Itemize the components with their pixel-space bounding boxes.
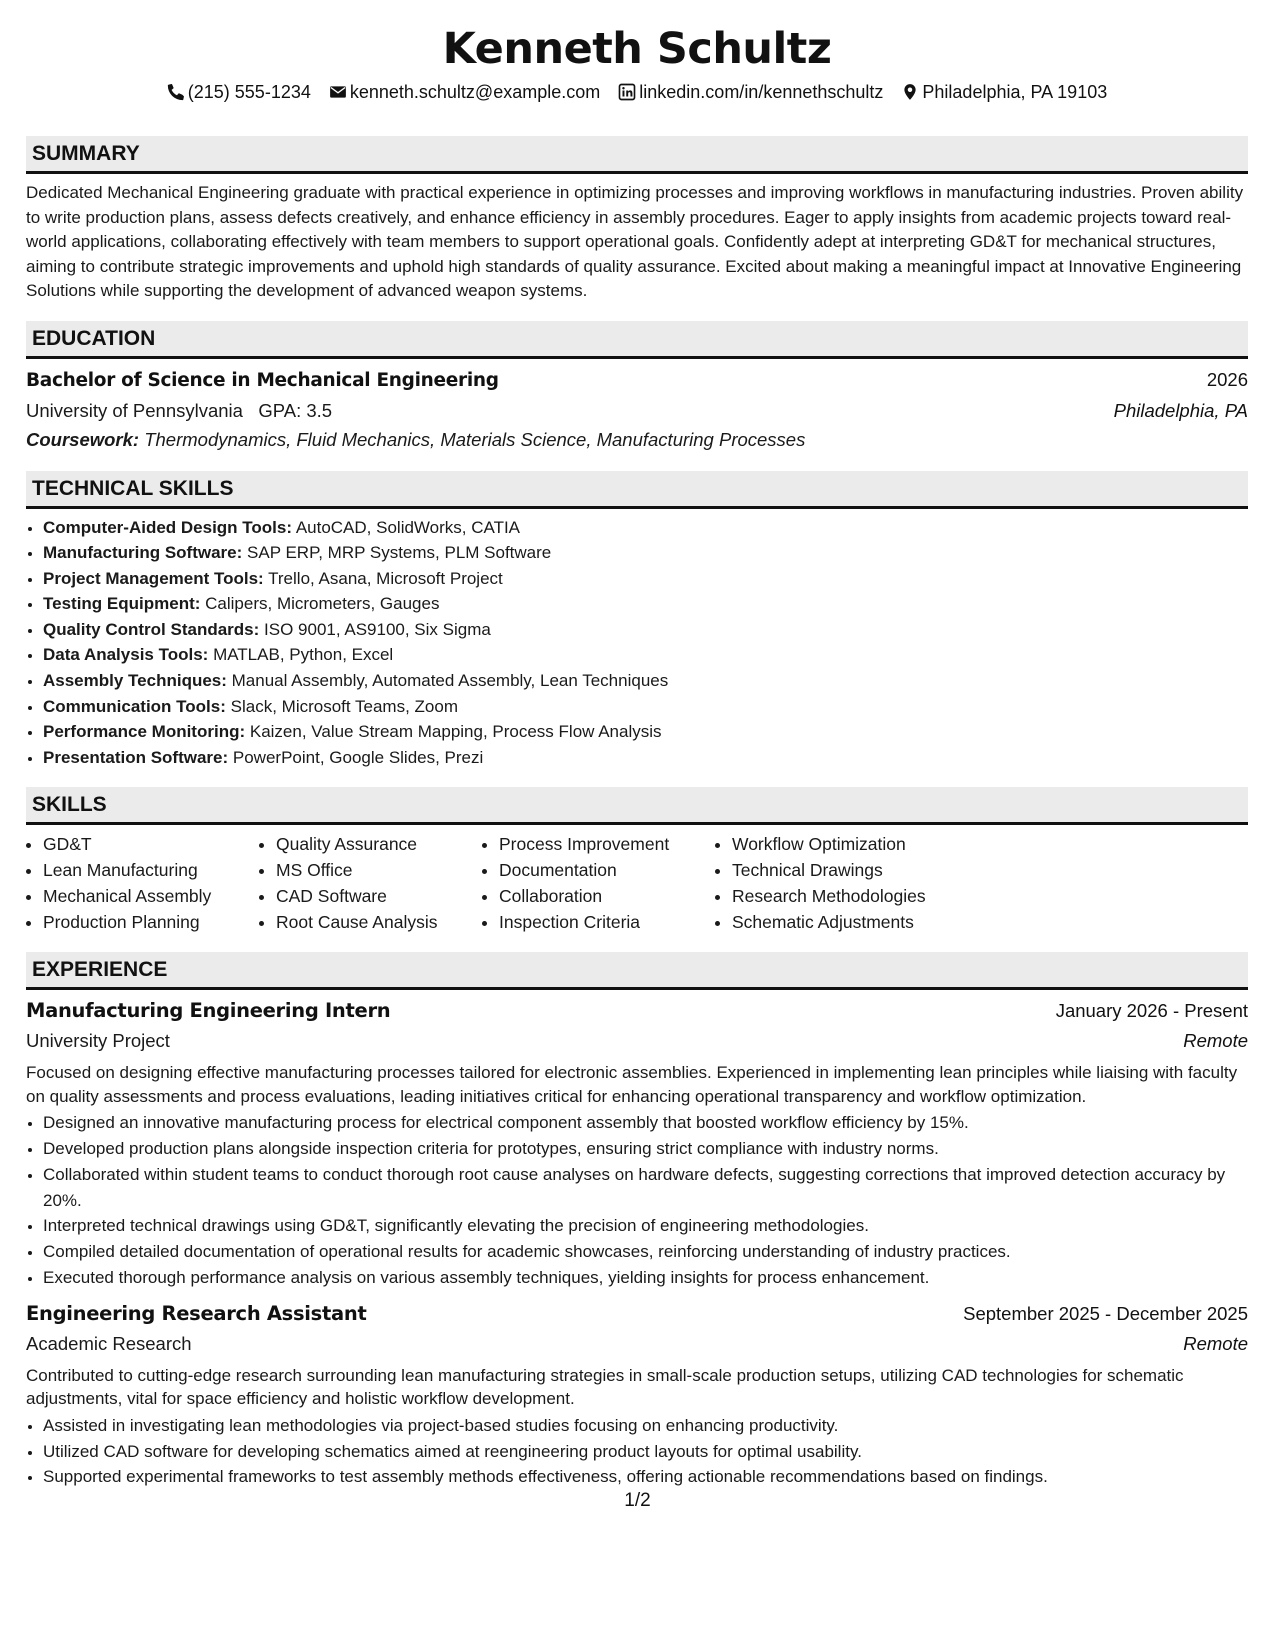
job-bullet: • Developed production plans alongside inspection criteria for prototypes, ensuring strict compliance with industry norms. (43, 1136, 1248, 1162)
job-bullet: • Supported experimental frameworks to test assembly methods effectiveness, offering actionable recommendations based on findings. (43, 1464, 1248, 1490)
technical-skill-item (43, 668, 1248, 694)
skill-item: • CAD Software (276, 884, 482, 910)
school-info (26, 396, 332, 425)
page-number: 1/2 (624, 1490, 651, 1511)
education-heading: EDUCATION (26, 321, 1248, 359)
technical-skill-value: Calipers, Micrometers, Gauges (205, 594, 440, 614)
job-bullets (26, 1413, 1248, 1490)
job-organization: University Project (26, 1030, 170, 1052)
technical-skill-label: Manufacturing Software: (43, 543, 243, 563)
experience-list (26, 996, 1248, 1490)
envelope-icon (329, 83, 347, 101)
coursework-line (26, 425, 1248, 454)
job-org-row (26, 1026, 1248, 1055)
technical-skill-item (43, 617, 1248, 643)
skill-item: • Collaboration (499, 884, 715, 910)
resume-page (26, 0, 1248, 1490)
technical-skill-value: PowerPoint, Google Slides, Prezi (232, 747, 484, 767)
job-location: Remote (1183, 1332, 1248, 1354)
skill-item: • Research Methodologies (732, 884, 972, 910)
job-description: Contributed to cutting-edge research surrounding lean manufacturing strategies in small-scale production setups, utilizing CAD technologies for schematic adjustments, vital for space efficiency and holistic workflow development. (26, 1365, 1184, 1409)
skill-item: • Lean Manufacturing (43, 858, 259, 884)
technical-skill-label: Assembly Techniques: (43, 671, 227, 691)
technical-skill-label: Testing Equipment: (43, 594, 201, 614)
job-bullets (26, 1110, 1248, 1291)
job-location: Remote (1183, 1030, 1248, 1052)
phone-text[interactable]: (215) 555-1234 (187, 82, 311, 102)
job-bullet: • Designed an innovative manufacturing process for electrical component assembly that boosted workflow efficiency by 15%. (43, 1110, 1248, 1136)
job-dates: January 2026 - Present (1055, 1000, 1248, 1022)
job-entry (26, 1299, 1248, 1490)
technical-skill-item (43, 694, 1248, 720)
technical-skills-list (26, 515, 1248, 771)
contact-location (901, 80, 1107, 104)
technical-skill-item (43, 566, 1248, 592)
technical-skill-value: SAP ERP, MRP Systems, PLM Software (247, 543, 552, 563)
gpa: GPA: 3.5 (258, 399, 333, 421)
candidate-name: Kenneth Schultz (442, 24, 832, 74)
job-dates: September 2025 - December 2025 (963, 1302, 1248, 1324)
school-name: University of Pennsylvania (26, 399, 243, 421)
skill-item: • Documentation (499, 858, 715, 884)
school-location: Philadelphia, PA (1113, 399, 1248, 421)
job-description: Focused on designing effective manufacturing processes tailored for electronic assemblies. Experienced in implementing lean principles while liaising with faculty on quality assessments and process evaluations, leading initiatives critical for enhancing operational transparency and workflow optimization. (26, 1063, 1238, 1106)
skills-column (482, 832, 715, 935)
skill-item: • Root Cause Analysis (276, 910, 482, 936)
technical-skill-label: Presentation Software: (43, 747, 229, 767)
skills-column (26, 832, 259, 935)
job-title: Manufacturing Engineering Intern (26, 999, 391, 1023)
linkedin-text[interactable]: linkedin.com/in/kennethschultz (639, 82, 884, 102)
skill-item: • Workflow Optimization (732, 832, 972, 858)
contact-email (329, 80, 600, 104)
skills-grid (26, 832, 1248, 935)
technical-skill-value: Kaizen, Value Stream Mapping, Process Flow Analysis (249, 722, 662, 742)
map-pin-icon (901, 83, 919, 101)
coursework-label: Coursework: (26, 428, 140, 450)
skill-item: • Schematic Adjustments (732, 910, 972, 936)
job-bullet: • Interpreted technical drawings using GD&T, significantly elevating the precision of engineering methodologies. (43, 1213, 1248, 1239)
skill-item: • Quality Assurance (276, 832, 482, 858)
job-org-row (26, 1329, 1248, 1358)
skill-item: • Mechanical Assembly (43, 884, 259, 910)
technical-skill-item (43, 591, 1248, 617)
job-organization: Academic Research (26, 1332, 192, 1354)
job-bullet: • Executed thorough performance analysis on various assembly techniques, yielding insights for process enhancement. (43, 1265, 1248, 1291)
technical-skill-label: Quality Control Standards: (43, 619, 260, 639)
contact-bar (26, 80, 1248, 104)
linkedin-icon (618, 83, 636, 101)
skill-item: • Process Improvement (499, 832, 715, 858)
summary-text: Dedicated Mechanical Engineering graduate with practical experience in optimizing processes and improving workflows in manufacturing industries. Proven ability to write production plans, assess defects creatively, and enhance efficiency in assembly procedures. Eager to apply insights from academic projects toward real-world applications, collaborating effectively with team members to support operational goals. Confidently adept at interpreting GD&T for mechanical structures, aiming to contribute strategic improvements and uphold high standards of quality assurance. Excited about making a meaningful impact at Innovative Engineering Solutions while supporting the development of advanced weapon systems. (26, 183, 1244, 300)
technical-skill-item (43, 719, 1248, 745)
technical-skill-label: Data Analysis Tools: (43, 645, 209, 665)
skill-item: • GD&T (43, 832, 259, 858)
technical-skill-value: Slack, Microsoft Teams, Zoom (230, 696, 458, 716)
job-bullet: • Utilized CAD software for developing schematics aimed at reengineering product layouts for optimal usability. (43, 1439, 1248, 1465)
summary-heading: SUMMARY (26, 136, 1248, 174)
job-title: Engineering Research Assistant (26, 1301, 367, 1325)
technical-skill-label: Communication Tools: (43, 696, 226, 716)
coursework-list: Thermodynamics, Fluid Mechanics, Materials Science, Manufacturing Processes (144, 428, 806, 450)
location-text: Philadelphia, PA 19103 (922, 82, 1108, 102)
technical-skill-value: MATLAB, Python, Excel (213, 645, 394, 665)
contact-linkedin (618, 80, 883, 104)
skills-column (715, 832, 972, 935)
job-entry (26, 996, 1248, 1291)
technical-skills-heading: TECHNICAL SKILLS (26, 471, 1248, 509)
technical-skill-item (43, 515, 1248, 541)
technical-skill-item (43, 540, 1248, 566)
degree-title: Bachelor of Science in Mechanical Engineering (26, 369, 499, 391)
skill-item: • Technical Drawings (732, 858, 972, 884)
technical-skill-value: AutoCAD, SolidWorks, CATIA (295, 517, 521, 537)
job-bullet: • Collaborated within student teams to conduct thorough root cause analyses on hardware defects, suggesting corrections that improved detection accuracy by 20%. (43, 1162, 1248, 1214)
education-row (26, 365, 1248, 396)
graduation-year: 2026 (1206, 368, 1248, 390)
phone-icon (167, 83, 185, 101)
technical-skill-item (43, 745, 1248, 771)
contact-phone (167, 80, 311, 104)
technical-skill-item (43, 642, 1248, 668)
technical-skill-label: Computer-Aided Design Tools: (43, 517, 293, 537)
school-row (26, 396, 1248, 425)
experience-heading: EXPERIENCE (26, 952, 1248, 990)
skill-item: • Inspection Criteria (499, 910, 715, 936)
skills-column (259, 832, 482, 935)
skill-item: • Production Planning (43, 910, 259, 936)
technical-skill-label: Performance Monitoring: (43, 722, 246, 742)
technical-skill-label: Project Management Tools: (43, 568, 264, 588)
skill-item: • MS Office (276, 858, 482, 884)
technical-skill-value: Trello, Asana, Microsoft Project (268, 568, 503, 588)
job-title-row (26, 996, 1248, 1026)
job-title-row (26, 1299, 1248, 1329)
job-bullet: • Compiled detailed documentation of operational results for academic showcases, reinforcing understanding of industry practices. (43, 1239, 1248, 1265)
email-text[interactable]: kenneth.schultz@example.com (349, 82, 601, 102)
technical-skill-value: Manual Assembly, Automated Assembly, Lean Techniques (231, 671, 669, 691)
job-bullet: • Assisted in investigating lean methodologies via project-based studies focusing on enhancing productivity. (43, 1413, 1248, 1439)
technical-skill-value: ISO 9001, AS9100, Six Sigma (264, 619, 491, 639)
skills-heading: SKILLS (26, 787, 1248, 825)
